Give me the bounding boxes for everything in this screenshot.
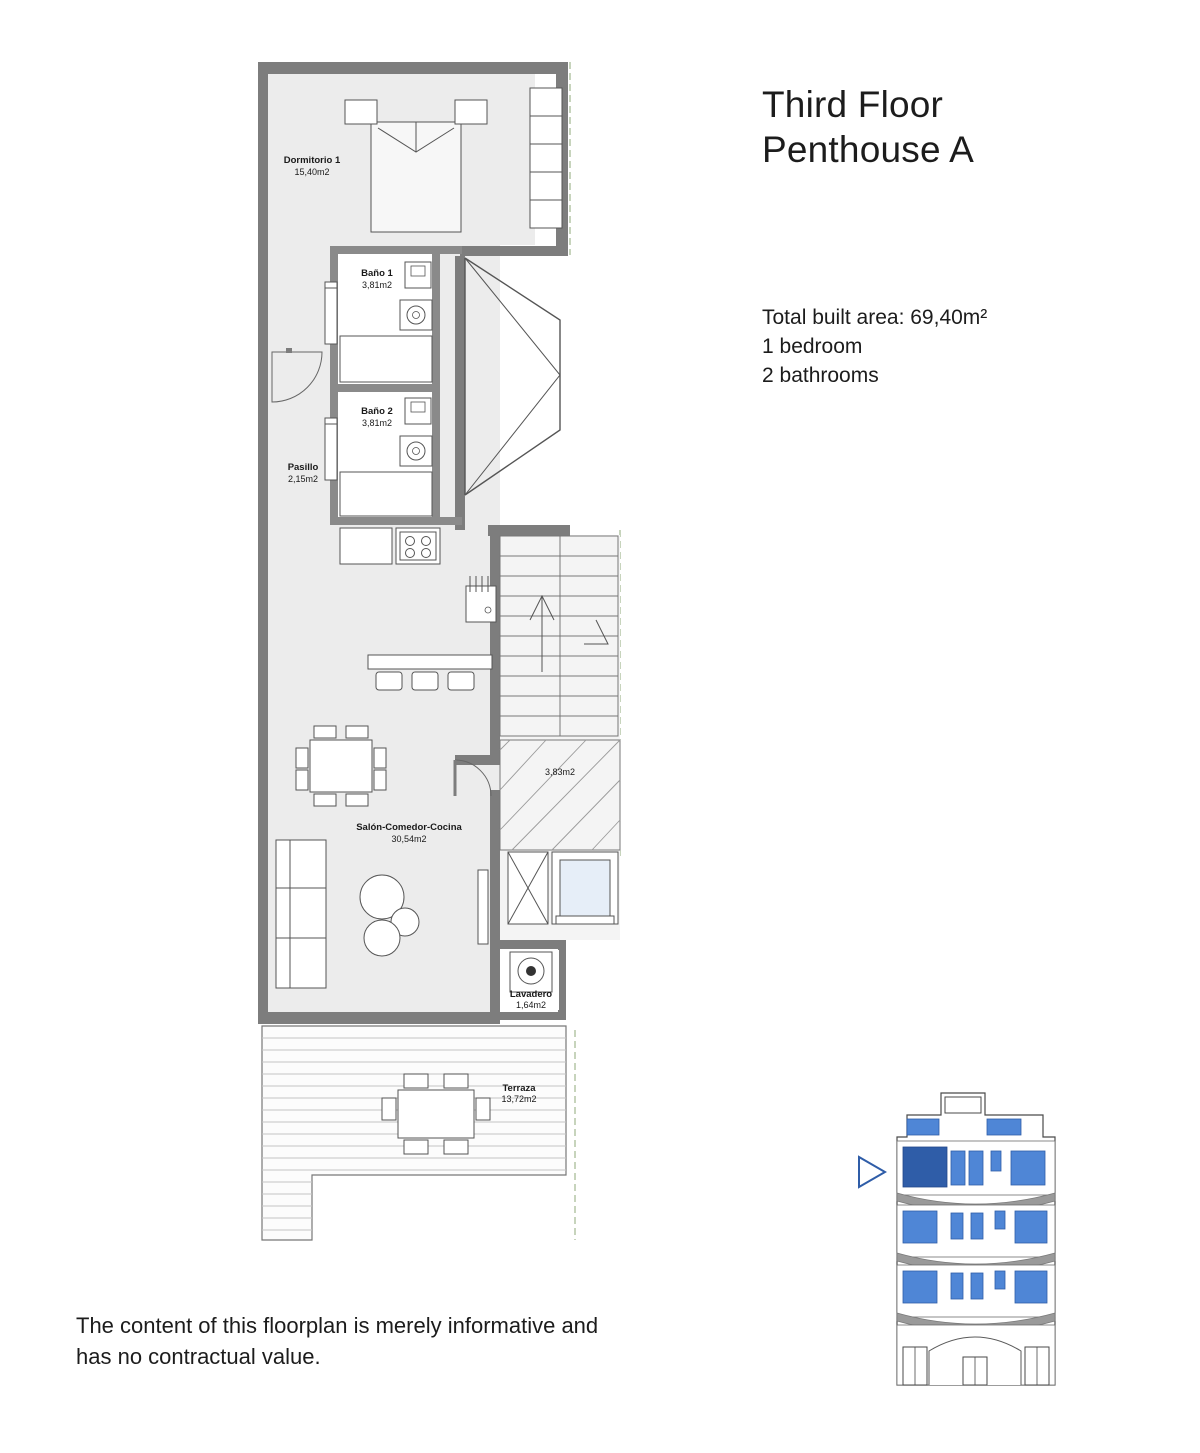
- label-living-name: Salón-Comedor-Cocina: [356, 822, 462, 833]
- room-bathroom-2: [325, 392, 432, 517]
- page-title: [762, 82, 1182, 172]
- label-laundry-name: Lavadero: [509, 989, 553, 1000]
- label-bedroom-1-name: Dormitorio 1: [283, 155, 341, 166]
- label-living-area: 30,54m2: [391, 834, 427, 844]
- disclaimer-line-2: has no contractual value.: [76, 1344, 321, 1369]
- label-bathroom-2-name: Baño 2: [361, 406, 393, 417]
- title-line-floor: Third Floor: [762, 84, 944, 125]
- label-landing-area: 3,83m2: [544, 767, 576, 777]
- label-hallway-name: Pasillo: [287, 462, 319, 473]
- disclaimer-line-1: The content of this floorplan is merely informative and: [76, 1313, 599, 1338]
- roof-box: [945, 1097, 981, 1113]
- label-terrace-name: Terraza: [502, 1083, 536, 1094]
- floor-band-ground: [897, 1325, 1055, 1385]
- room-bathroom-1: [325, 254, 432, 384]
- label-bedroom-1-area: 15,40m2: [294, 167, 330, 177]
- property-summary: [762, 303, 1182, 390]
- label-hallway-area: 2,15m2: [287, 474, 319, 484]
- disclaimer-text: [76, 1310, 776, 1372]
- label-bathroom-2-area: 3,81m2: [361, 418, 393, 428]
- room-terrace: [262, 1026, 566, 1240]
- room-laundry: [505, 950, 559, 1010]
- summary-total-area: Total built area: 69,40m²: [762, 306, 988, 329]
- title-line-unit: Penthouse A: [762, 129, 975, 170]
- summary-bedrooms: 1 bedroom: [762, 335, 863, 358]
- summary-bathrooms: 2 bathrooms: [762, 364, 879, 387]
- building-elevation-thumbnail: [845, 1075, 1105, 1405]
- highlighted-unit: [903, 1147, 947, 1187]
- unit-location-arrow-icon: [859, 1157, 885, 1187]
- label-bathroom-1-area: 3,81m2: [361, 280, 393, 290]
- label-bathroom-1-name: Baño 1: [361, 268, 393, 279]
- label-laundry-area: 1,64m2: [515, 1000, 547, 1010]
- label-terrace-area: 13,72m2: [501, 1094, 537, 1104]
